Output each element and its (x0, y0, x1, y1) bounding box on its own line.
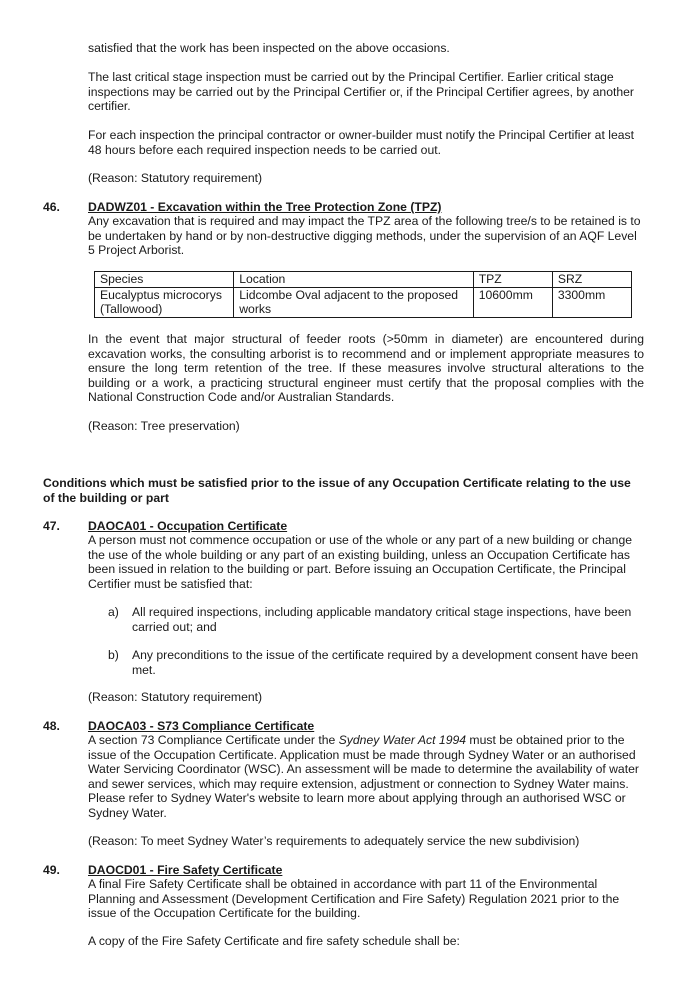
condition-title: DAOCD01 - Fire Safety Certificate (88, 863, 283, 877)
condition-number: 46. (43, 200, 60, 214)
list-item-text: Any preconditions to the issue of the certificate required by a development consent have been met. (132, 648, 639, 677)
paragraph: In the event that major structural of feeder roots (>50mm in diameter) are encountered during excavation works, the consulting arborist is to recommend and or implement appropriate measures to ensure the long term retention of the tree. If these measures involve structural alterations to the building or a work, a practicing structural engineer must certify that the proposal complies with the National Construction Code and/or Australian Standards. (88, 332, 644, 405)
list-item (108, 648, 644, 677)
table-cell: 3300mm (552, 287, 631, 317)
paragraph-text: A section 73 Compliance Certificate under the (88, 733, 339, 747)
list-item (108, 605, 644, 634)
act-name: Sydney Water Act 1994 (338, 733, 467, 747)
tree-table (94, 271, 632, 318)
table-cell: Eucalyptus microcorys (Tallowood) (95, 287, 234, 317)
table-header-row (95, 272, 632, 288)
paragraph: A final Fire Safety Certificate shall be obtained in accordance with part 11 of the Environmental Planning and Assessment (Development Certification and Fire Safety) Regulation 2021 prior to the issue of the Occupation Certificate for the building. (88, 877, 620, 921)
condition-title: DAOCA01 - Occupation Certificate (88, 519, 288, 533)
table-row (95, 287, 632, 317)
table-cell: 10600mm (473, 287, 552, 317)
condition-number: 47. (43, 519, 60, 533)
paragraph: Any excavation that is required and may impact the TPZ area of the following tree/s to be retained is to be undertaken by hand or by non-destructive digging methods, under the supervision of an AQF Level 5 Project Arborist. (88, 214, 641, 258)
condition-number: 48. (43, 719, 60, 733)
list-item-label: a) (108, 605, 119, 619)
reason-text: (Reason: Statutory requirement) (88, 690, 263, 704)
table-header-cell: Location (234, 272, 473, 288)
reason-text: (Reason: To meet Sydney Water’s requirements to adequately service the new subdivision) (88, 834, 580, 848)
reason-text: (Reason: Tree preservation) (88, 419, 240, 433)
paragraph: satisfied that the work has been inspected on the above occasions. (88, 41, 450, 55)
table-header-cell: TPZ (473, 272, 552, 288)
paragraph: The last critical stage inspection must be carried out by the Principal Certifier. Earlier critical stage inspections may be carried out by the Principal Certifier or, if the Principal Certifier agrees, by another certifier. (88, 70, 634, 114)
condition-title: DADWZ01 - Excavation within the Tree Protection Zone (TPZ) (88, 200, 442, 214)
table-header-cell: SRZ (552, 272, 631, 288)
paragraph (88, 733, 644, 821)
paragraph-text: must be obtained prior to the issue of the Occupation Certificate. Application must be made through Sydney Water or an authorised Water Servicing Coordinator (WSC). An assessment will be made to determine the availability of water and sewer services, which may require extension, adjustment or connection to Sydney Water mains. Please refer to Sydney Water's website to learn more about applying through an authorised WSC or Sydney Water. (88, 733, 639, 820)
paragraph: For each inspection the principal contractor or owner-builder must notify the Principal Certifier at least 48 hours before each required inspection needs to be carried out. (88, 128, 634, 157)
list-item-label: b) (108, 648, 119, 662)
reason-text: (Reason: Statutory requirement) (88, 171, 263, 185)
table-header-cell: Species (95, 272, 234, 288)
table-cell: Lidcombe Oval adjacent to the proposed works (234, 287, 473, 317)
paragraph: A person must not commence occupation or use of the whole or any part of a new building or change the use of the whole building or any part of an existing building, unless an Occupation Certificate has been issued in relation to the building or part. Before issuing an Occupation Certificate, the Principal Certifier must be satisfied that: (88, 533, 633, 591)
condition-number: 49. (43, 863, 60, 877)
section-heading: Conditions which must be satisfied prior to the issue of any Occupation Certificate relating to the use of the building or part (43, 476, 631, 505)
condition-title: DAOCA03 - S73 Compliance Certificate (88, 719, 315, 733)
paragraph: A copy of the Fire Safety Certificate and fire safety schedule shall be: (88, 934, 460, 948)
list-item-text: All required inspections, including applicable mandatory critical stage inspections, have been carried out; and (132, 605, 632, 634)
